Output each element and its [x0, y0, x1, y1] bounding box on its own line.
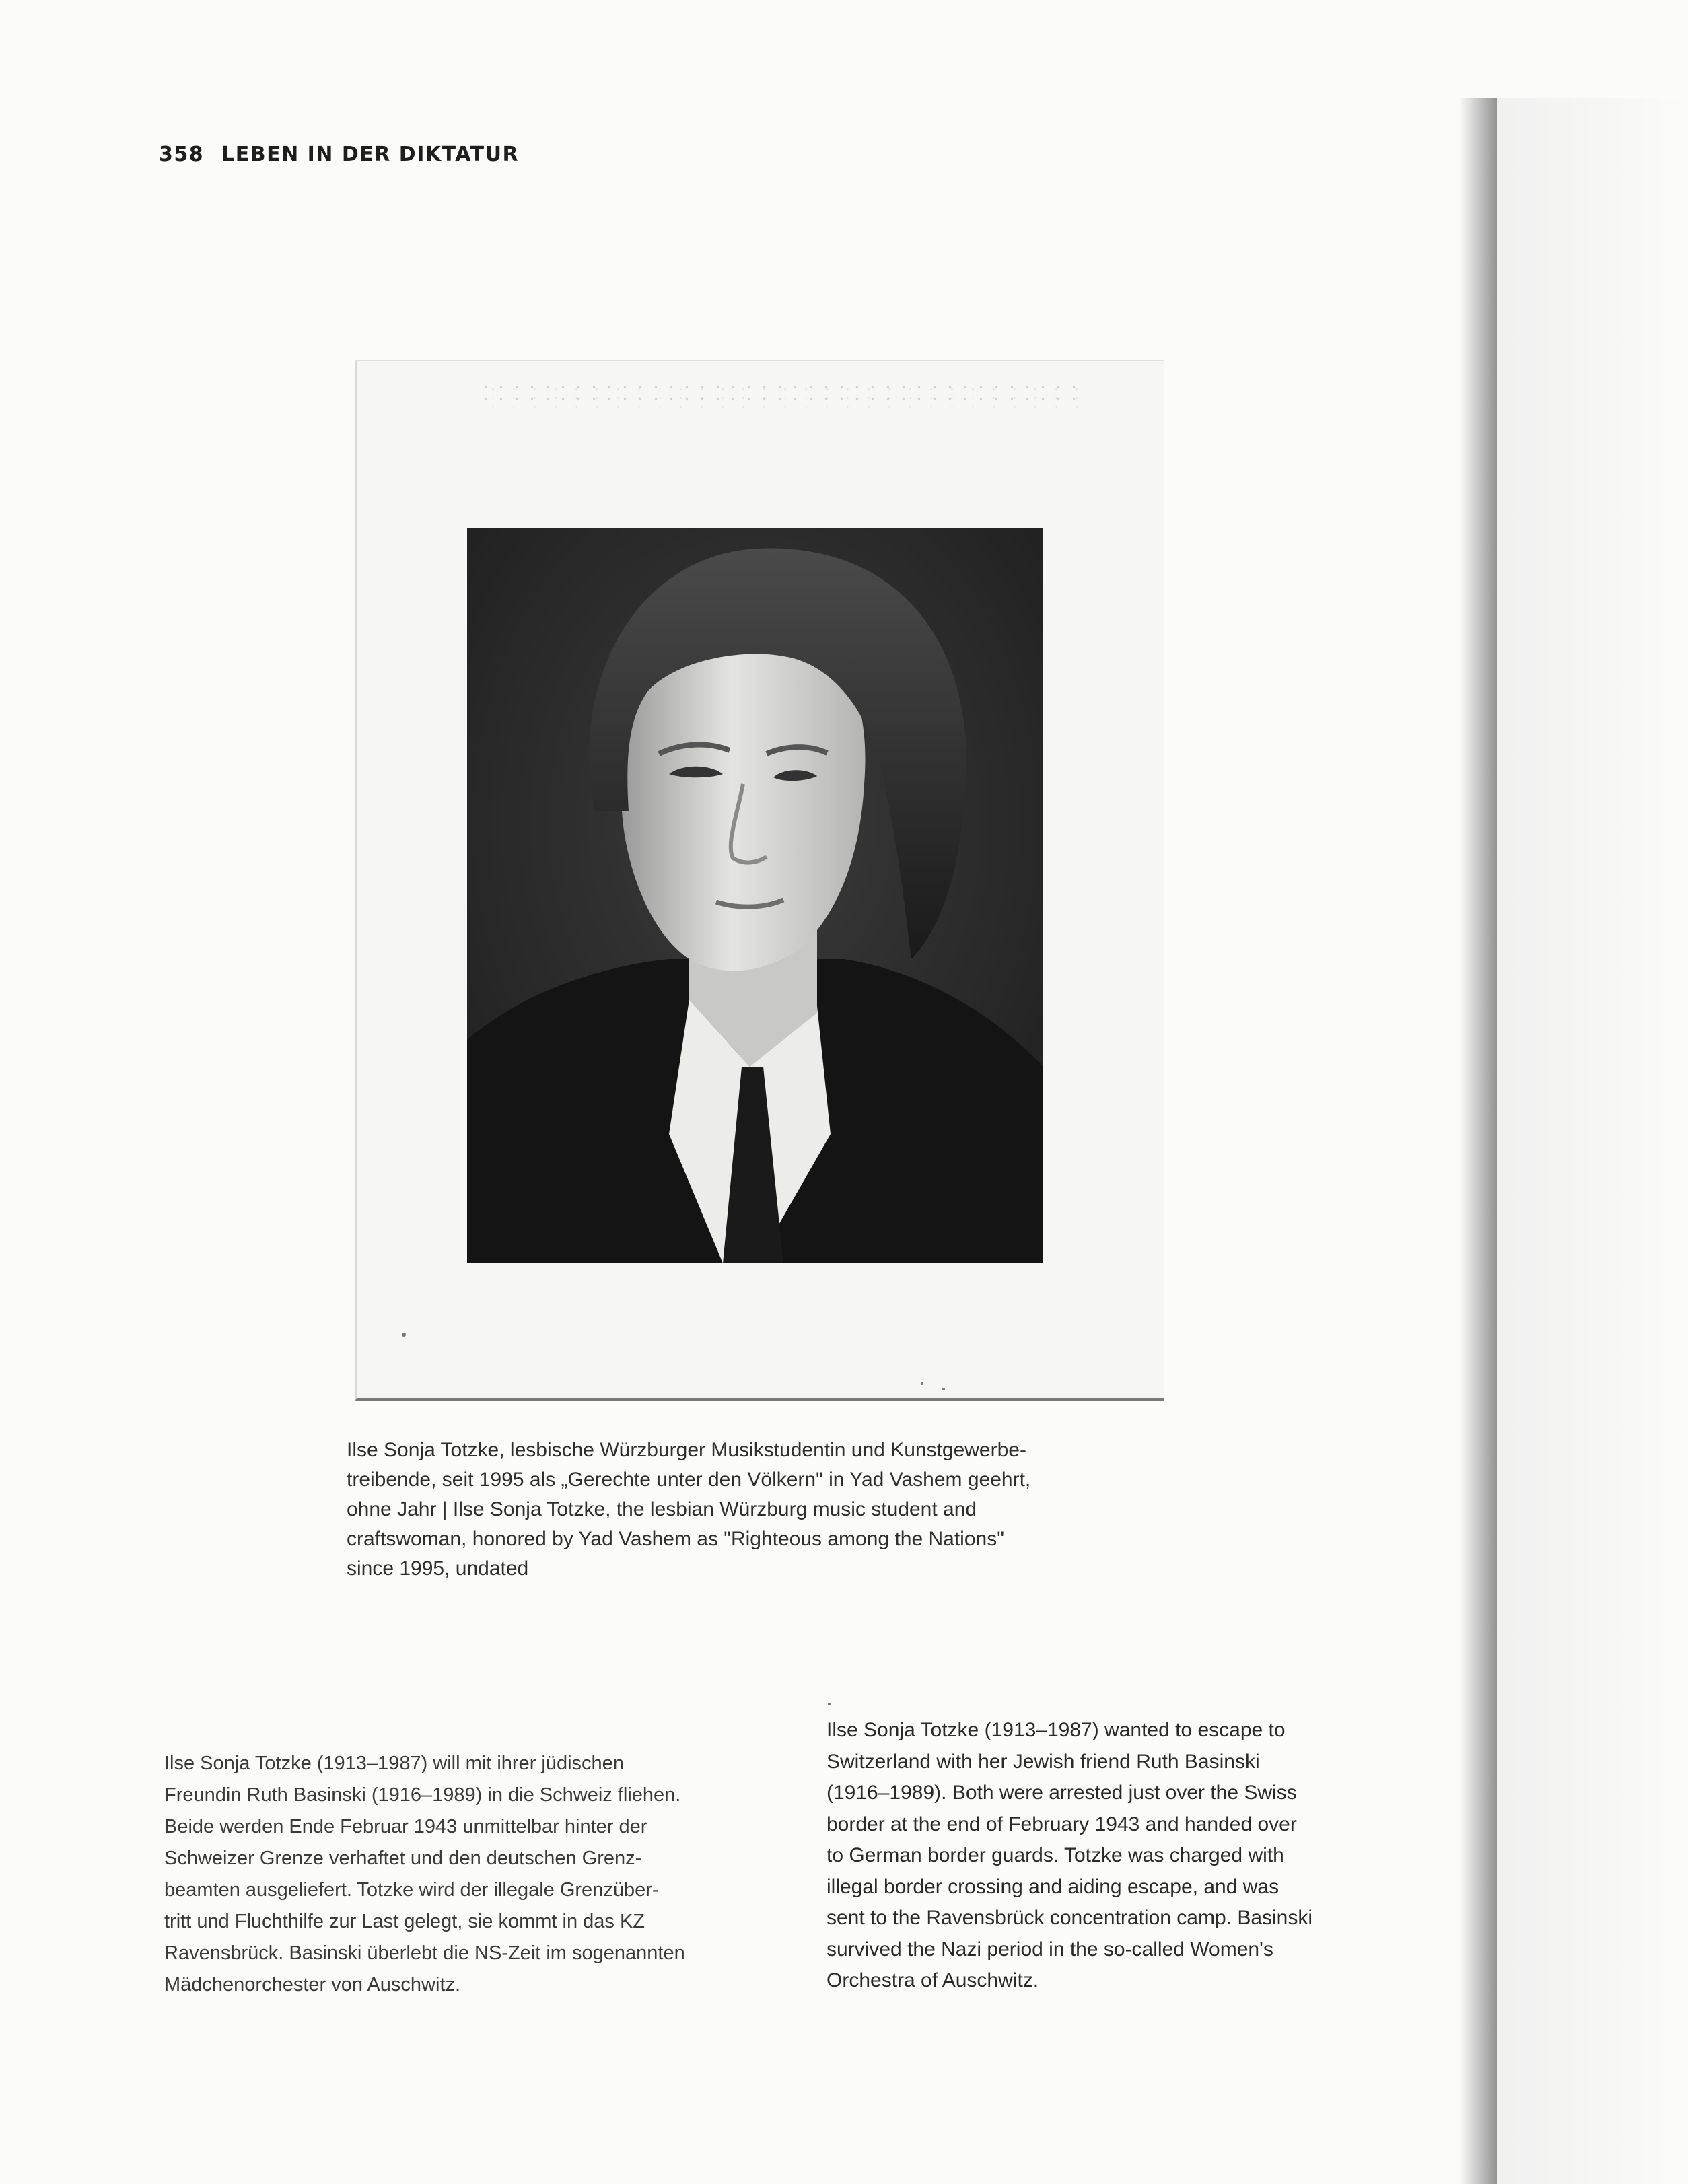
caption-line: Ilse Sonja Totzke, lesbische Würzburger Musikstudentin und Kunstgewerbe- — [347, 1439, 1026, 1461]
mount-speckles — [478, 382, 1084, 409]
text-line: Ravensbrück. Basinski überlebt die NS-Zeit im sogenannten — [164, 1942, 685, 1964]
text-line: survived the Nazi period in the so-called Women's — [827, 1938, 1273, 1961]
section-title: LEBEN IN DER DIKTATUR — [221, 143, 520, 166]
text-line: Beide werden Ende Februar 1943 unmittelbar hinter der — [164, 1816, 647, 1837]
portrait-photo — [467, 528, 1043, 1263]
portrait-illustration — [467, 528, 1043, 1263]
print-speck — [828, 1703, 831, 1705]
english-text-column — [827, 1715, 1446, 1997]
text-line: Schweizer Grenze verhaftet und den deutschen Grenz- — [164, 1847, 642, 1869]
text-line: tritt und Fluchthilfe zur Last gelegt, sie kommt in das KZ — [164, 1911, 645, 1932]
figure-caption — [347, 1436, 1195, 1584]
text-line: Ilse Sonja Totzke (1913–1987) wanted to escape to — [827, 1719, 1286, 1741]
print-speck — [921, 1382, 923, 1385]
caption-line: treibende, seit 1995 als „Gerechte unter den Völkern" in Yad Vashem geehrt, — [347, 1469, 1031, 1491]
running-header — [159, 143, 519, 166]
text-line: illegal border crossing and aiding escape, and was — [827, 1875, 1279, 1898]
book-gutter-shadow — [1459, 98, 1497, 2184]
text-line: to German border guards. Totzke was charged with — [827, 1844, 1284, 1866]
caption-line: since 1995, undated — [347, 1557, 529, 1580]
caption-line: ohne Jahr | Ilse Sonja Totzke, the lesbian Würzburg music student and — [347, 1498, 977, 1520]
book-gutter-fade — [1497, 98, 1688, 2184]
text-line: Orchestra of Auschwitz. — [827, 1969, 1039, 1992]
print-speck — [942, 1388, 945, 1390]
text-line: border at the end of February 1943 and handed over — [827, 1812, 1297, 1835]
text-line: beamten ausgeliefert. Totzke wird der illegale Grenzüber- — [164, 1879, 659, 1901]
german-text-column — [164, 1748, 810, 2001]
print-speck — [402, 1333, 406, 1337]
text-line: Freundin Ruth Basinski (1916–1989) in die Schweiz fliehen. — [164, 1784, 681, 1806]
text-line: (1916–1989). Both were arrested just over the Swiss — [827, 1782, 1297, 1804]
caption-line: craftswoman, honored by Yad Vashem as "Righteous among the Nations" — [347, 1528, 1004, 1550]
text-line: Switzerland with her Jewish friend Ruth Basinski — [827, 1750, 1260, 1773]
text-line: Mädchenorchester von Auschwitz. — [164, 1974, 461, 1996]
text-line: Ilse Sonja Totzke (1913–1987) will mit ihrer jüdischen — [164, 1753, 624, 1774]
page-number: 358 — [159, 143, 205, 166]
text-line: sent to the Ravensbrück concentration camp. Basinski — [827, 1907, 1313, 1929]
